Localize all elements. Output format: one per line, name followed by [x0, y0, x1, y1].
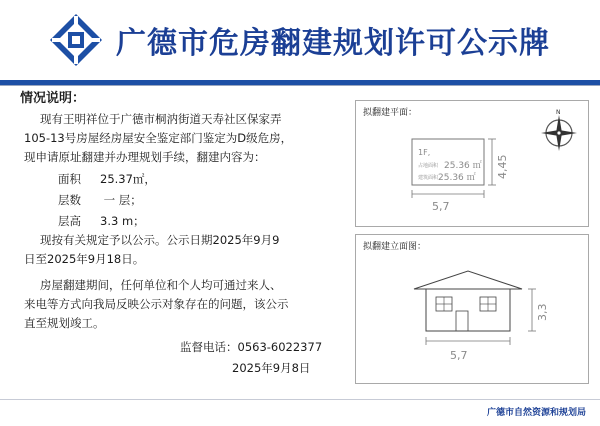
- intro-paragraph: [24, 110, 293, 167]
- period-line: 直至规划竣工。: [24, 316, 105, 330]
- floor-plan-title: 拟翻建平面：: [363, 108, 418, 118]
- footer-org: 广德市自然资源和规划局: [486, 408, 586, 418]
- width-dimension: 5,7: [432, 200, 450, 213]
- item-label: 面积: [58, 172, 81, 186]
- compass-icon: [541, 115, 577, 151]
- intro-line: 105-13号房屋经房屋安全鉴定部门鉴定为D级危房，: [24, 131, 293, 145]
- notice-line: 日至2025年9月18日。: [24, 252, 145, 266]
- page-title: 广德市危房翻建规划许可公示牌: [116, 26, 550, 61]
- item-area: [58, 171, 156, 187]
- item-label: 层数: [58, 193, 81, 207]
- elevation-panel: [355, 234, 589, 384]
- area1-value: 25.36 ㎡: [444, 161, 482, 171]
- notice-line: 现按有关规定予以公示。公示日期2025年9月9: [40, 233, 280, 247]
- period-line: 来电等方式向我局反映公示对象存在的问题，该公示: [24, 297, 289, 311]
- notice-date: 2025年9月8日: [232, 361, 311, 375]
- item-value: 25.37㎡，: [100, 172, 156, 186]
- height-dimension: 3,3: [536, 303, 549, 321]
- elevation-drawing: [356, 235, 588, 383]
- item-label: 层高: [58, 214, 81, 228]
- intro-line: 现有王明祥位于广德市桐汭街道天寿社区保家弄: [40, 112, 282, 126]
- intro-line: 现申请原址翻建并办理规划手续，翻建内容为：: [24, 150, 266, 164]
- period-paragraph: [24, 276, 289, 333]
- notice-paragraph: [24, 231, 280, 269]
- depth-dimension: 4,45: [496, 154, 509, 179]
- item-floors: [58, 192, 142, 208]
- floor-label: 1F,: [418, 148, 431, 157]
- floor-plan-panel: [355, 100, 589, 227]
- footer-divider: [0, 399, 600, 400]
- area1-label: 占地面积: [418, 163, 439, 169]
- item-value: 一 层；: [100, 193, 142, 207]
- section-heading: 情况说明：: [20, 91, 86, 106]
- header-divider-thin: [0, 85, 600, 86]
- supervision-hotline: 监督电话：0563-6022377: [180, 340, 323, 354]
- planning-emblem-icon: [48, 12, 104, 68]
- area2-value: 25.36 ㎡: [438, 173, 476, 183]
- header: [0, 0, 600, 80]
- item-height: [58, 213, 145, 229]
- elevation-width-dimension: 5,7: [450, 349, 468, 362]
- area2-label: 建筑面积: [418, 175, 439, 181]
- floor-plan-drawing: [356, 101, 588, 226]
- period-line: 房屋翻建期间，任何单位和个人均可通过来人、: [40, 278, 282, 292]
- north-label: N: [556, 109, 561, 116]
- elevation-title: 拟翻建立面图：: [363, 242, 427, 252]
- item-value: 3.3 m；: [100, 214, 145, 228]
